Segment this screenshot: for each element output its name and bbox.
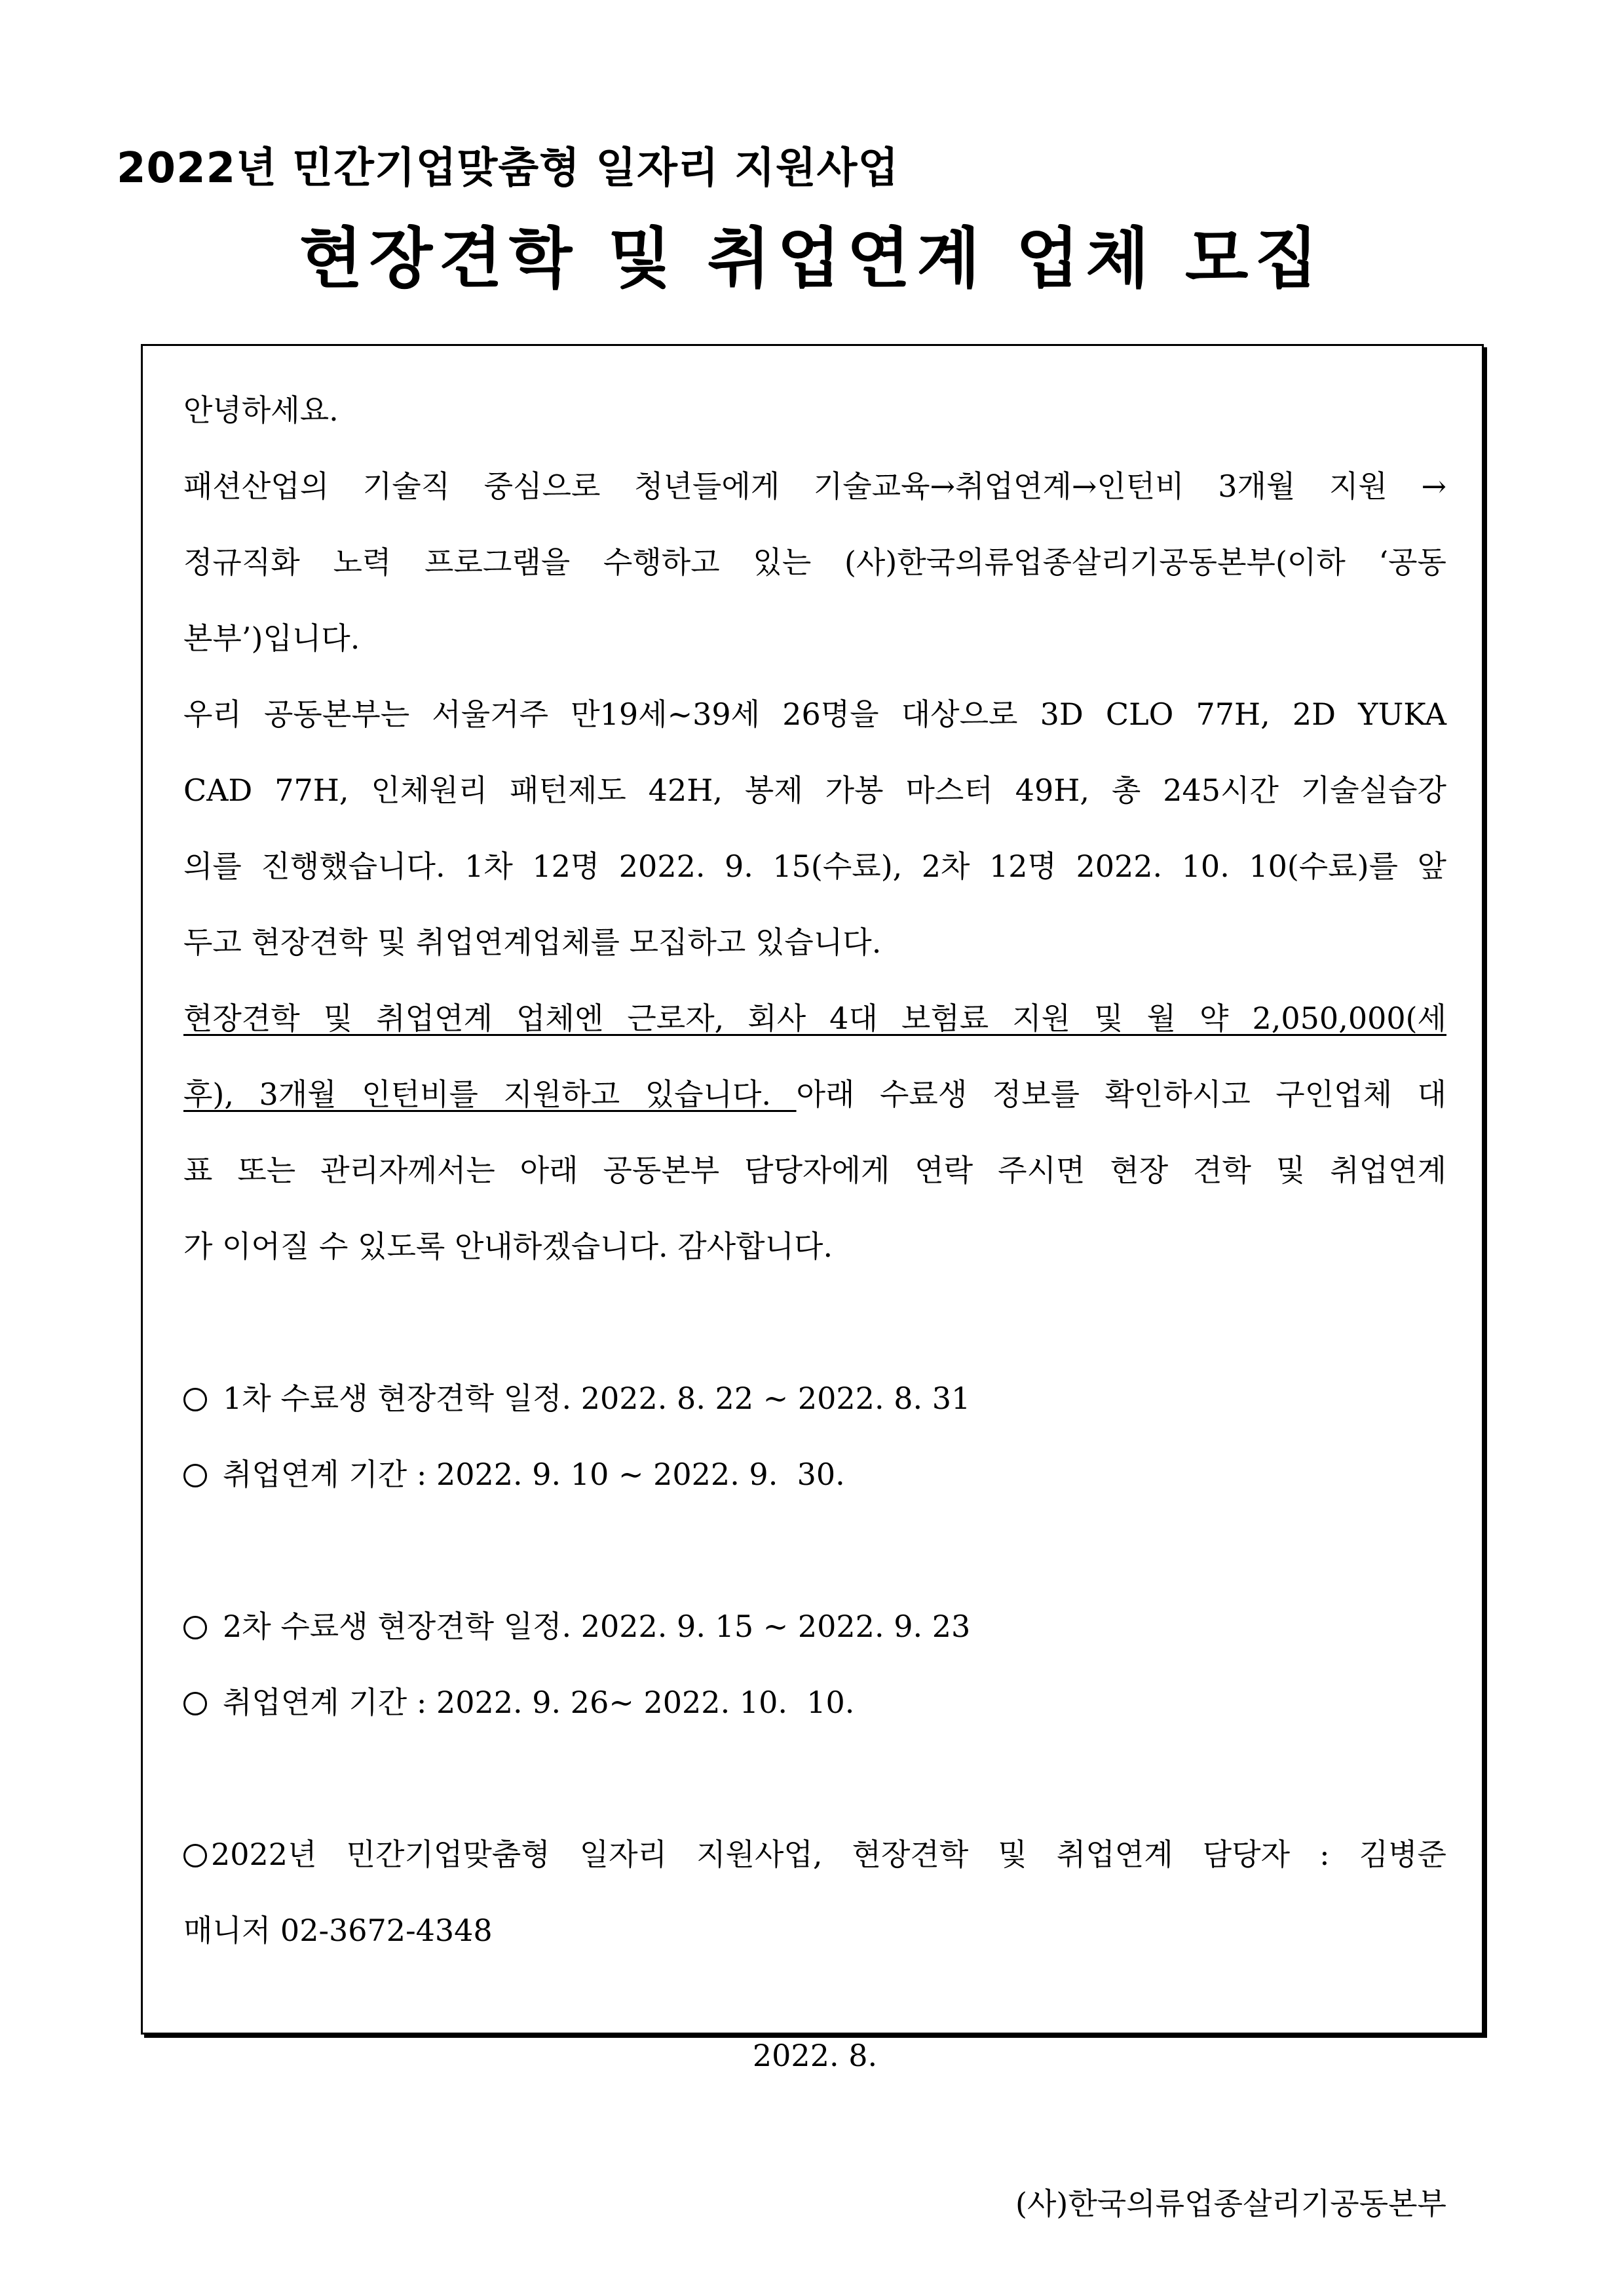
notice-body xyxy=(183,372,1446,2242)
organization-name: (사)한국의류업종살리기공동본부 xyxy=(1015,2186,1446,2221)
document-title: 현장견학 및 취업연계 업체 모집 xyxy=(299,220,1325,297)
schedule-item xyxy=(183,1436,1446,1512)
paragraph-line: 표 또는 관리자께서는 아래 공동본부 담당자에게 연락 주시면 현장 견학 및 취업연계 xyxy=(183,1153,1446,1188)
document-date: 2022. 8. xyxy=(752,2038,878,2073)
schedule-text: 1차 수료생 현장견학 일정. 2022. 8. 22 ~ 2022. 8. 31 xyxy=(223,1381,971,1416)
paragraph-line: 본부’)입니다. xyxy=(183,621,360,656)
circle-bullet-icon xyxy=(183,1388,207,1411)
paragraph-line: 의를 진행했습니다. 1차 12명 2022. 9. 15(수료), 2차 12명 2022. 10. 10(수료)를 앞 xyxy=(183,849,1446,884)
paragraph-line: 우리 공동본부는 서울거주 만19세~39세 26명을 대상으로 3D CLO 77H, 2D YUKA xyxy=(183,697,1446,732)
schedule-text: 취업연계 기간 : 2022. 9. 10 ~ 2022. 9. 30. xyxy=(223,1457,845,1492)
paragraph-line: CAD 77H, 인체원리 패턴제도 42H, 봉제 가봉 마스터 49H, 총 245시간 기술실습강 xyxy=(183,773,1446,808)
document-subtitle: 2022년 민간기업맞춤형 일자리 지원사업 xyxy=(117,144,899,193)
schedule-text: 2차 수료생 현장견학 일정. 2022. 9. 15 ~ 2022. 9. 23 xyxy=(223,1609,971,1644)
contact-line xyxy=(183,1816,1446,1892)
contact-phone: 매니저 02-3672-4348 xyxy=(183,1913,493,1948)
circle-bullet-icon xyxy=(183,1692,207,1715)
subsidy-notice-line: 현장견학 및 취업연계 업체엔 근로자, 회사 4대 보험료 지원 및 월 약 2,050,000(세 xyxy=(183,1001,1446,1036)
schedule-text: 취업연계 기간 : 2022. 9. 26~ 2022. 10. 10. xyxy=(223,1685,855,1720)
circle-bullet-icon xyxy=(183,1844,207,1867)
spacer xyxy=(183,1284,1446,1360)
paragraph-line: 정규직화 노력 프로그램을 수행하고 있는 (사)한국의류업종살리기공동본부(이하 ‘공동 xyxy=(183,545,1446,580)
spacer xyxy=(183,1740,1446,1816)
schedule-item xyxy=(183,1360,1446,1436)
paragraph-line: 패션산업의 기술직 중심으로 청년들에게 기술교육→취업연계→인턴비 3개월 지원 → xyxy=(183,469,1446,504)
schedule-item xyxy=(183,1664,1446,1740)
spacer xyxy=(183,1512,1446,1588)
circle-bullet-icon xyxy=(183,1464,207,1487)
paragraph-line: 가 이어질 수 있도록 안내하겠습니다. 감사합니다. xyxy=(183,1229,833,1264)
schedule-item xyxy=(183,1588,1446,1664)
contact-text: 2022년 민간기업맞춤형 일자리 지원사업, 현장견학 및 취업연계 담당자 : 김병준 xyxy=(211,1837,1446,1872)
subsidy-notice-underlined: 후), 3개월 인턴비를 지원하고 있습니다. xyxy=(183,1077,797,1112)
paragraph-text: 아래 수료생 정보를 확인하시고 구인업체 대 xyxy=(796,1077,1446,1112)
paragraph-line: 두고 현장견학 및 취업연계업체를 모집하고 있습니다. xyxy=(183,925,882,960)
circle-bullet-icon xyxy=(183,1616,207,1639)
notice-box xyxy=(141,344,1484,2221)
subsidy-notice-line-2 xyxy=(183,1056,1446,1132)
greeting: 안녕하세요. xyxy=(183,392,339,428)
